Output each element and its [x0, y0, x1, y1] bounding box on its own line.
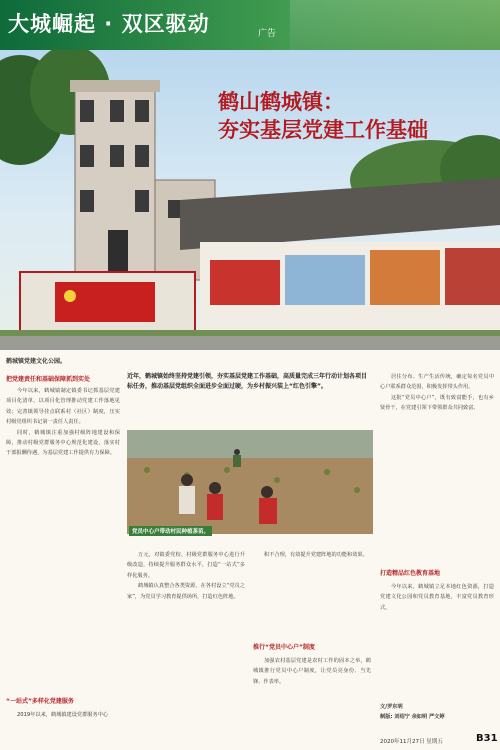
paragraph: 加强农村基层党建是农村工作的固本之举，鹤城镇推行党员中心户制度，让党员亮身份、当先锋、作表率。	[253, 658, 371, 685]
byline	[380, 702, 494, 723]
section-heading-2: “一站式”多样化党建服务	[6, 698, 74, 705]
page-number: B31	[476, 733, 498, 744]
paragraph: 今年以来，鹤城镇制定镇委书记抓基层党建项目化清单，以项目化管理推动党建工作落地见效；完善镇领导挂点联系村（社区）制度，压实村级党组织书记第一责任人责任。	[6, 388, 120, 426]
headline-line-1: 鹤山鹤城镇：	[218, 89, 344, 114]
headline	[218, 88, 493, 144]
section-heading-3: 推行“党员中心户”制度	[253, 644, 315, 651]
top-banner	[0, 0, 500, 50]
headline-line-2: 夯实基层党建工作基础	[218, 117, 428, 142]
column-4-block-a	[380, 372, 494, 414]
header-photo	[0, 50, 500, 350]
editor-credit: 制版: 刘绍宁 余如明 严文婷	[380, 714, 445, 721]
banner-title: 大城崛起 · 双区驱动	[8, 12, 210, 36]
paragraph: 鹤城镇认真整合各类资源，在各村设立“党员之家”，为党员学习教育提供场所，打造红色阵地。	[127, 583, 245, 600]
section-heading-4: 打造精品红色教育基地	[380, 570, 441, 577]
column-4-block-b	[380, 582, 494, 613]
column-1-block-b	[6, 710, 120, 720]
paragraph: 这批“党员中心户”，既有致富能手，也有乡贤骨干，在党建引领下带领群众共同致富。	[380, 394, 494, 412]
section-heading-1: 把党建责任和基础保障抓到实处	[6, 376, 91, 383]
photo-caption: 鹤城镇党建文化公园。	[6, 358, 67, 365]
banner-decoration	[290, 0, 500, 50]
paragraph: 2019年以来，鹤城镇建设党群服务中心	[17, 712, 109, 718]
column-3-block-a	[253, 550, 371, 560]
field-caption: 党员中心户带动村民种植茶苗。	[129, 526, 212, 536]
paragraph: 万元，对镇委党校、村级党群服务中心进行升级改造，持续提升服务群众水平，打造“一站式”多样化服务。	[127, 552, 245, 579]
column-2	[127, 550, 245, 602]
paragraph: 同时，鹤城镇注重加强村级阵地建设和保障，推动村级党群服务中心规范化建设，落实村干部报酬待遇，为基层党建工作提供有力保障。	[6, 429, 120, 457]
paragraph: 积不合理，有效提升党建阵地的功能和效果。	[264, 552, 368, 558]
lead-paragraph: 近年，鹤城镇始终坚持党建引领，夯实基层党建工作基础，高质量完成三年行动计划各项目标任务，推动基层党组织全面进步全面过硬，为乡村振兴装上“红色引擎”。	[127, 373, 368, 390]
paragraph: 居住分布、生产生活传统，确定每名党员中心户联系群众范围，积极发挥带头作用。	[380, 374, 494, 391]
field-photo	[127, 430, 373, 534]
issue-date: 2020年11月27日 星期五	[380, 739, 443, 745]
field-illustration	[127, 430, 373, 534]
author-credit: 文/罗东明	[380, 704, 403, 710]
column-3-block-b	[253, 656, 371, 687]
column-1-block-a	[6, 386, 120, 459]
paragraph: 今年以来，鹤城镇立足本地红色资源，打造党建文化公园和党员教育基地，丰富党员教育形式。	[380, 584, 494, 611]
banner-ad-label: 广告	[258, 29, 277, 39]
